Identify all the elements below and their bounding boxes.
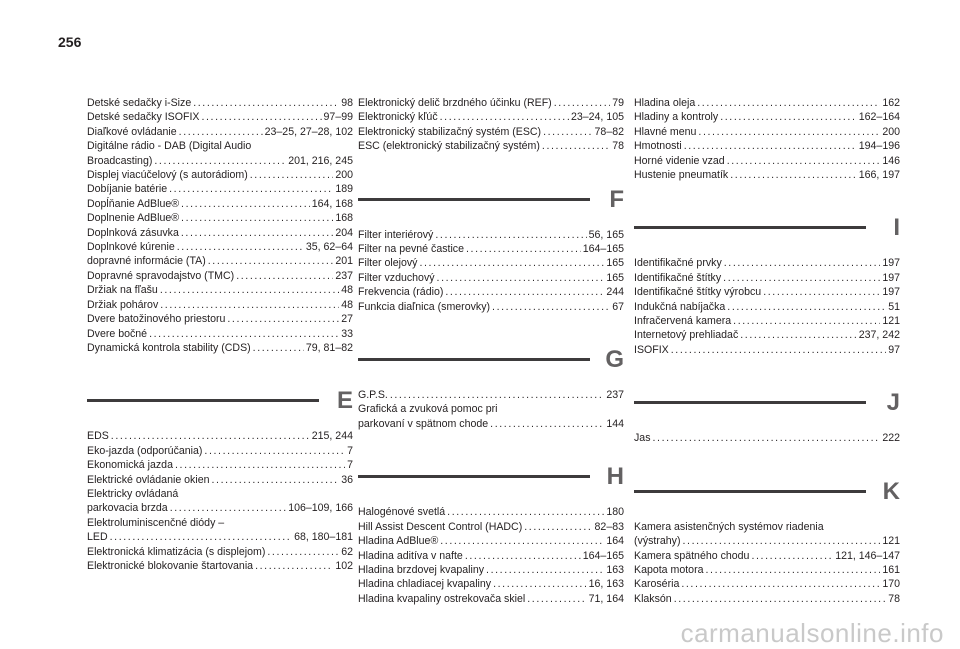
- section-letter-header: [87, 385, 353, 429]
- index-entry-pages: 102: [335, 559, 353, 572]
- index-entry-pages: 146: [882, 154, 900, 167]
- index-entry: [358, 563, 624, 577]
- dot-leader: [697, 96, 880, 110]
- index-entry-pages: 121, 146–147: [835, 549, 900, 562]
- dot-leader: [706, 563, 881, 577]
- index-entry-label: Elektronický stabilizačný systém (ESC): [358, 125, 542, 138]
- dot-leader: [492, 300, 610, 314]
- index-entry-label: Hladina kvapaliny ostrekovača skiel: [358, 592, 526, 605]
- dot-leader: [490, 417, 604, 431]
- dot-leader: [419, 256, 604, 270]
- dot-leader: [465, 549, 581, 563]
- dot-leader: [440, 110, 569, 124]
- index-entry-pages: 71, 164: [588, 592, 624, 605]
- index-section-f: [358, 184, 624, 314]
- index-entry-label: Eko-jazda (odporúčania): [87, 444, 203, 457]
- index-section-e: [87, 385, 353, 573]
- index-entry: [634, 300, 900, 314]
- index-entry-label: Elektronická klimatizácia (s displejom): [87, 545, 266, 558]
- dot-leader: [751, 549, 833, 563]
- index-entry-label: Držiak pohárov: [87, 298, 159, 311]
- index-entry-pages: 35, 62–64: [305, 241, 353, 254]
- index-entry: [87, 516, 353, 545]
- index-entry: [87, 240, 353, 254]
- index-entry-pages: 78: [612, 140, 624, 153]
- index-entry-pages: 194–196: [858, 140, 900, 153]
- index-entry-pages: 36: [341, 473, 353, 486]
- index-entry-pages: 106–109, 166: [288, 502, 353, 515]
- dot-leader: [466, 242, 581, 256]
- index-entry-pages: 82–83: [594, 520, 624, 533]
- section-letter-header: [358, 344, 624, 388]
- index-entry-label: Horné videnie vzad: [634, 154, 725, 167]
- index-entry-pages: 48: [341, 284, 353, 297]
- index-entry: [358, 549, 624, 563]
- section-divider: [87, 399, 319, 402]
- index-entry: [634, 520, 900, 549]
- index-entry: [634, 431, 900, 445]
- index-section-continued: [358, 96, 624, 154]
- dot-leader: [175, 458, 345, 472]
- index-entry-label: Indukčná nabíjačka: [634, 300, 726, 313]
- index-entry-label: Hladina brzdovej kvapaliny: [358, 563, 485, 576]
- index-entry-pages: 201: [335, 255, 353, 268]
- index-entry: [358, 110, 624, 124]
- index-entry: [87, 298, 353, 312]
- index-entry-pages: 201, 216, 245: [288, 154, 353, 167]
- index-entry-pages: 121: [882, 535, 900, 548]
- dot-leader: [740, 328, 857, 342]
- dot-leader: [554, 96, 610, 110]
- index-entry-label: Doplnenie AdBlue®: [87, 212, 180, 225]
- index-entry: [358, 534, 624, 548]
- index-entry: [634, 110, 900, 124]
- dot-leader: [733, 314, 880, 328]
- index-entry: [87, 125, 353, 139]
- index-entry-label: Displej viacúčelový (s autorádiom): [87, 169, 248, 182]
- index-section-continued: [634, 96, 900, 182]
- index-entry-label: (výstrahy): [634, 535, 681, 548]
- index-entry: [634, 328, 900, 342]
- index-entry-label: Dynamická kontrola stability (CDS): [87, 341, 251, 354]
- index-entry-label: Dvere bočné: [87, 327, 148, 340]
- index-entry-label: parkovaní v spätnom chode: [358, 417, 489, 430]
- index-entry-label: dopravné informácie (TA): [87, 255, 206, 268]
- index-entry-pages: 78: [888, 592, 900, 605]
- index-entry-pages: 51: [888, 300, 900, 313]
- index-entry: [634, 271, 900, 285]
- index-entry: [87, 559, 353, 573]
- index-entry-label: Karoséria: [634, 578, 680, 591]
- dot-leader: [723, 271, 880, 285]
- index-entry-label: Detské sedačky ISOFIX: [87, 111, 200, 124]
- dot-leader: [653, 431, 881, 445]
- index-entry-label: Elektronický delič brzdného účinku (REF): [358, 97, 552, 109]
- index-column-3: [634, 96, 900, 606]
- index-entry-pages: 23–25, 27–28, 102: [264, 125, 353, 138]
- section-letter: F: [609, 185, 624, 213]
- index-entry-pages: 164: [606, 535, 624, 548]
- dot-leader: [227, 312, 339, 326]
- index-entry-pages: 200: [882, 125, 900, 138]
- index-entry-label-line: Elektroluminiscenčné diódy –: [87, 516, 225, 529]
- dot-leader: [493, 577, 587, 591]
- index-entry-pages: 144: [606, 417, 624, 430]
- index-entry: [87, 211, 353, 225]
- index-entry-label: Doplnkové kúrenie: [87, 241, 175, 254]
- index-entry-label: Infračervená kamera: [634, 315, 732, 328]
- index-entry-label: LED: [87, 531, 108, 544]
- index-entry-pages: 163: [606, 563, 624, 576]
- index-entry-label: Ekonomická jazda: [87, 459, 173, 472]
- index-entry-pages: 166, 197: [858, 169, 900, 182]
- index-entry-pages: 204: [335, 226, 353, 239]
- index-column-1: [87, 96, 353, 573]
- index-entry-label-line: Grafická a zvuková pomoc pri: [358, 403, 498, 416]
- index-entry-pages: 170: [882, 578, 900, 591]
- index-entry-label: Dvere batožinového priestoru: [87, 313, 226, 326]
- index-entry-label: Hlavné menu: [634, 125, 697, 138]
- index-entry-pages: 215, 244: [311, 430, 353, 443]
- index-entry: [87, 269, 353, 283]
- index-entry: [87, 182, 353, 196]
- index-entry: [87, 473, 353, 487]
- index-entry: [87, 327, 353, 341]
- index-entry: [358, 125, 624, 139]
- index-entry-label: parkovacia brzda: [87, 502, 168, 515]
- index-entry: [358, 256, 624, 270]
- index-entry-label: Halogénové svetlá: [358, 506, 446, 519]
- index-entry-label: Dopravné spravodajstvo (TMC): [87, 269, 235, 282]
- index-entry-label: Hladina aditíva v nafte: [358, 549, 463, 562]
- dot-leader: [149, 327, 339, 341]
- dot-leader: [727, 154, 881, 168]
- index-entry-label: Frekvencia (rádio): [358, 286, 444, 299]
- dot-leader: [253, 341, 304, 355]
- section-letter-header: [634, 476, 900, 520]
- index-entry-label: Hill Assist Descent Control (HADC): [358, 520, 523, 533]
- index-section-k: [634, 476, 900, 606]
- index-entry-pages: 16, 163: [588, 578, 624, 591]
- index-entry-pages: 165: [606, 257, 624, 270]
- index-entry-pages: 161: [882, 563, 900, 576]
- index-entry-pages: 197: [882, 286, 900, 299]
- section-letter-header: [634, 387, 900, 431]
- index-entry-pages: 162–164: [858, 111, 900, 124]
- section-letter: I: [893, 214, 900, 242]
- index-entry-label: Držiak na fľašu: [87, 284, 158, 297]
- index-entry: [87, 254, 353, 268]
- index-entry-label: Identifikačné štítky výrobcu: [634, 286, 762, 299]
- dot-leader: [170, 501, 287, 515]
- dot-leader: [543, 125, 592, 139]
- dot-leader: [724, 256, 881, 270]
- index-entry-pages: 165: [606, 271, 624, 284]
- index-entry: [358, 96, 624, 110]
- index-entry-label: Elektronické blokovanie štartovania: [87, 559, 254, 572]
- index-section-h: [358, 461, 624, 606]
- index-entry-label: ESC (elektronický stabilizačný systém): [358, 140, 540, 153]
- index-entry-pages: 98: [341, 97, 353, 109]
- index-entry-pages: 97–99: [323, 111, 353, 124]
- dot-leader: [435, 228, 586, 242]
- dot-leader: [763, 285, 880, 299]
- dot-leader: [698, 125, 880, 139]
- index-entry-label: EDS: [87, 430, 109, 443]
- index-entry-label: Hustenie pneumatík: [634, 169, 729, 182]
- dot-leader: [236, 269, 333, 283]
- dot-leader: [177, 240, 304, 254]
- dot-leader: [110, 530, 292, 544]
- index-entry-label: Filter olejový: [358, 257, 418, 270]
- dot-leader: [681, 577, 880, 591]
- index-entry: [358, 300, 624, 314]
- dot-leader: [671, 343, 886, 357]
- dot-leader: [730, 168, 857, 182]
- index-entry-pages: 78–82: [594, 125, 624, 138]
- section-letter: K: [882, 477, 900, 505]
- index-entry: [358, 402, 624, 431]
- index-entry-pages: 48: [341, 298, 353, 311]
- index-entry: [87, 444, 353, 458]
- index-entry-label: Kapota motora: [634, 563, 704, 576]
- index-entry: [634, 549, 900, 563]
- index-entry-pages: 237: [606, 389, 624, 402]
- dot-leader: [390, 388, 604, 402]
- index-entry: [87, 341, 353, 355]
- index-entry-label: Kamera spätného chodu: [634, 549, 750, 562]
- index-entry-pages: 237, 242: [858, 329, 900, 342]
- index-entry-label-line: Elektricky ovládaná: [87, 487, 179, 500]
- page-number: 256: [58, 34, 82, 50]
- index-entry-label: Jas: [634, 432, 651, 445]
- index-entry: [634, 154, 900, 168]
- index-entry-pages: 62: [341, 545, 353, 558]
- index-entry-pages: 121: [882, 315, 900, 328]
- section-letter: G: [605, 346, 624, 374]
- index-entry: [87, 312, 353, 326]
- index-entry-pages: 189: [335, 183, 353, 196]
- dot-leader: [212, 473, 340, 487]
- dot-leader: [445, 285, 604, 299]
- index-entry: [358, 577, 624, 591]
- index-entry-pages: 67: [612, 300, 624, 313]
- index-entry: [358, 285, 624, 299]
- index-entry-pages: 56, 165: [588, 228, 624, 241]
- index-entry-pages: 168: [335, 212, 353, 225]
- dot-leader: [440, 534, 604, 548]
- index-entry: [634, 125, 900, 139]
- dot-leader: [154, 154, 286, 168]
- index-entry-label: Funkcia diaľnica (smerovky): [358, 300, 491, 313]
- index-entry-pages: 197: [882, 257, 900, 270]
- section-divider: [634, 401, 866, 404]
- index-entry-label: Identifikačné prvky: [634, 257, 722, 270]
- dot-leader: [447, 505, 604, 519]
- index-entry-pages: 237: [335, 269, 353, 282]
- index-entry-pages: 68, 180–181: [294, 531, 353, 544]
- index-entry: [634, 577, 900, 591]
- index-entry: [634, 96, 900, 110]
- index-entry-label: Diaľkové ovládanie: [87, 125, 177, 138]
- index-entry: [87, 110, 353, 124]
- section-letter-header: [358, 461, 624, 505]
- index-entry-label: Filter na pevné častice: [358, 243, 464, 256]
- section-divider: [358, 475, 590, 478]
- index-entry-pages: 164–165: [582, 243, 624, 256]
- index-entry-pages: 164, 168: [311, 197, 353, 210]
- index-entry: [358, 139, 624, 153]
- index-entry: [634, 139, 900, 153]
- index-entry-label: G.P.S.: [358, 389, 388, 402]
- watermark: carmanualsonline.info: [680, 618, 944, 648]
- index-entry-label-line: Digitálne rádio - DAB (Digital Audio: [87, 140, 252, 153]
- dot-leader: [542, 139, 610, 153]
- index-entry: [358, 388, 624, 402]
- section-divider: [358, 198, 590, 201]
- index-entry-pages: 162: [882, 97, 900, 109]
- index-entry: [358, 228, 624, 242]
- section-letter-header: [634, 212, 900, 256]
- index-entry: [87, 283, 353, 297]
- index-entry: [87, 458, 353, 472]
- section-letter-header: [358, 184, 624, 228]
- index-entry: [634, 314, 900, 328]
- dot-leader: [720, 110, 857, 124]
- dot-leader: [684, 139, 857, 153]
- index-entry-pages: 222: [882, 432, 900, 445]
- index-entry-pages: 33: [341, 327, 353, 340]
- dot-leader: [181, 197, 310, 211]
- dot-leader: [683, 534, 881, 548]
- index-entry-label: Filter interiérový: [358, 228, 434, 241]
- dot-leader: [193, 96, 339, 110]
- dot-leader: [267, 545, 339, 559]
- dot-leader: [204, 444, 345, 458]
- index-entry: [358, 271, 624, 285]
- index-entry-pages: 197: [882, 271, 900, 284]
- index-entry: [87, 226, 353, 240]
- dot-leader: [727, 300, 886, 314]
- index-entry: [87, 545, 353, 559]
- index-entry-label: Broadcasting): [87, 154, 153, 167]
- index-entry-pages: 7: [347, 459, 353, 472]
- index-entry-label: Hladiny a kontroly: [634, 111, 719, 124]
- index-column-2: [358, 96, 624, 606]
- index-entry-label: Dopĺňanie AdBlue®: [87, 197, 180, 210]
- index-entry: [358, 505, 624, 519]
- index-entry: [358, 592, 624, 606]
- index-entry-label: Internetový prehliadač: [634, 329, 739, 342]
- index-entry: [634, 168, 900, 182]
- dot-leader: [181, 226, 333, 240]
- index-entry-pages: 23–24, 105: [570, 111, 624, 124]
- index-entry-label: Klaksón: [634, 592, 672, 605]
- dot-leader: [674, 592, 887, 606]
- index-entry-label: Detské sedačky i-Size: [87, 97, 192, 109]
- index-entry: [358, 520, 624, 534]
- dot-leader: [486, 563, 604, 577]
- dot-leader: [181, 211, 333, 225]
- dot-leader: [208, 254, 334, 268]
- index-entry-label: Hmotnosti: [634, 140, 682, 153]
- index-entry-label: Elektronický kľúč: [358, 111, 438, 124]
- dot-leader: [111, 429, 310, 443]
- index-entry-pages: 79: [612, 97, 624, 109]
- index-entry: [87, 487, 353, 516]
- index-entry: [358, 242, 624, 256]
- section-letter: H: [606, 463, 624, 491]
- index-entry: [87, 197, 353, 211]
- dot-leader: [524, 520, 592, 534]
- index-section-continued: [87, 96, 353, 355]
- dot-leader: [255, 559, 333, 573]
- index-entry-label: Elektrické ovládanie okien: [87, 473, 210, 486]
- index-entry: [87, 429, 353, 443]
- index-entry: [634, 256, 900, 270]
- index-entry-label: ISOFIX: [634, 343, 669, 356]
- index-entry-pages: 7: [347, 444, 353, 457]
- section-divider: [634, 226, 866, 229]
- section-letter: J: [886, 389, 900, 417]
- index-entry: [634, 285, 900, 299]
- dot-leader: [160, 283, 339, 297]
- index-section-i: [634, 212, 900, 357]
- index-section-j: [634, 387, 900, 445]
- index-entry-label: Filter vzduchový: [358, 271, 435, 284]
- section-letter: E: [336, 387, 353, 415]
- section-divider: [358, 358, 590, 361]
- index-entry: [87, 96, 353, 110]
- index-entry-label-line: Kamera asistenčných systémov riadenia: [634, 520, 824, 533]
- index-entry-label: Identifikačné štítky: [634, 271, 722, 284]
- dot-leader: [201, 110, 321, 124]
- index-entry-pages: 180: [606, 506, 624, 519]
- index-entry: [634, 592, 900, 606]
- dot-leader: [169, 182, 333, 196]
- index-entry-label: Hladina oleja: [634, 97, 696, 109]
- index-entry: [87, 139, 353, 168]
- section-divider: [634, 490, 866, 493]
- index-entry: [634, 563, 900, 577]
- index-entry: [634, 343, 900, 357]
- index-entry-label: Doplnková zásuvka: [87, 226, 179, 239]
- index-section-g: [358, 344, 624, 431]
- index-entry-label: Dobíjanie batérie: [87, 183, 168, 196]
- index-entry-label: Hladina chladiacej kvapaliny: [358, 578, 492, 591]
- index-entry-pages: 164–165: [582, 549, 624, 562]
- index-entry-pages: 79, 81–82: [305, 341, 353, 354]
- dot-leader: [160, 298, 339, 312]
- index-entry-label: Hladina AdBlue®: [358, 535, 439, 548]
- index-entry-pages: 27: [341, 313, 353, 326]
- index-entry: [87, 168, 353, 182]
- dot-leader: [250, 168, 334, 182]
- dot-leader: [437, 271, 605, 285]
- index-entry-pages: 200: [335, 169, 353, 182]
- dot-leader: [527, 592, 586, 606]
- index-entry-pages: 244: [606, 286, 624, 299]
- dot-leader: [179, 125, 263, 139]
- index-entry-pages: 97: [888, 343, 900, 356]
